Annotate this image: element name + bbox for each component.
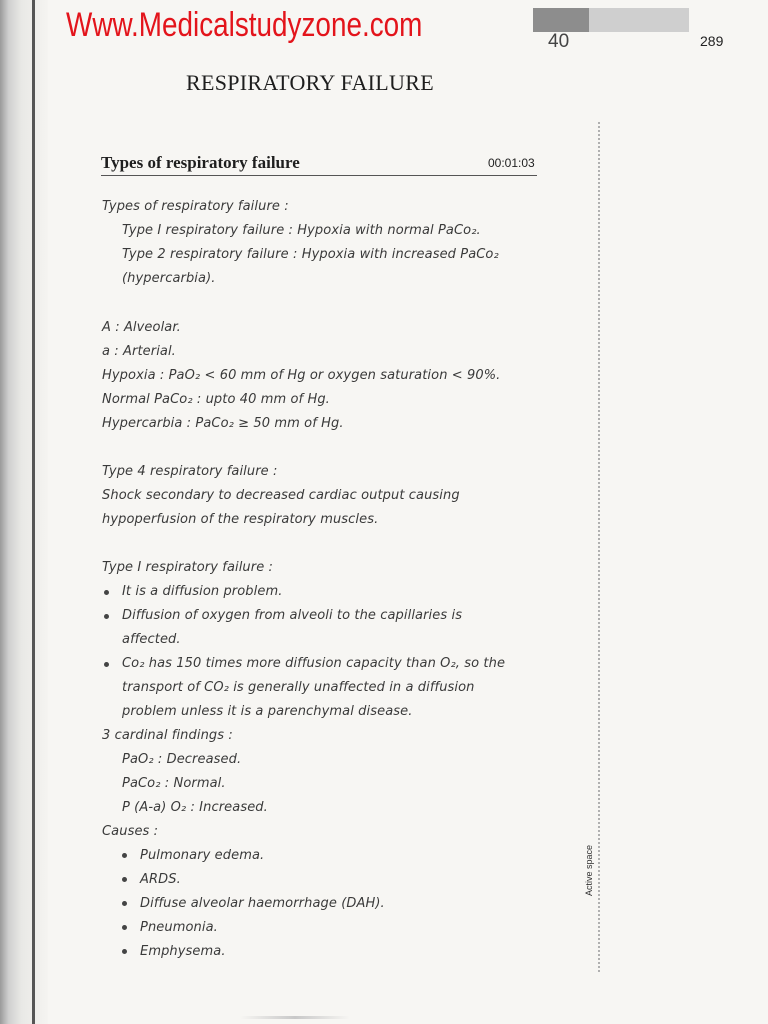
causes-heading: Causes : xyxy=(102,824,159,839)
bullet-icon xyxy=(122,949,127,954)
cardinal-finding-1: PaO₂ : Decreased. xyxy=(122,752,242,767)
cause-item: Diffuse alveolar haemorrhage (DAH). xyxy=(140,896,385,911)
cause-item: Pneumonia. xyxy=(140,920,218,935)
bullet-icon xyxy=(122,877,127,882)
section-timestamp: 00:01:03 xyxy=(488,156,535,170)
normal-paco2: Normal PaCo₂ : upto 40 mm of Hg. xyxy=(102,392,330,407)
cause-item: Pulmonary edema. xyxy=(140,848,265,863)
type1-bullet-1: It is a diffusion problem. xyxy=(122,584,283,599)
hypercarbia-definition: Hypercarbia : PaCo₂ ≥ 50 mm of Hg. xyxy=(102,416,344,431)
type1-heading: Type I respiratory failure : xyxy=(102,560,274,575)
type4-line-2: hypoperfusion of the respiratory muscles. xyxy=(102,512,379,527)
cardinal-finding-2: PaCo₂ : Normal. xyxy=(122,776,226,791)
watermark-text: Www.Medicalstudyzone.com xyxy=(66,6,423,44)
bullet-icon xyxy=(122,901,127,906)
chapter-tab-dark xyxy=(533,8,589,32)
bullet-icon xyxy=(122,853,127,858)
type2-continuation: (hypercarbia). xyxy=(122,271,216,286)
binding-edge xyxy=(32,0,35,1024)
type1-bullet-3-line-2: transport of CO₂ is generally unaffected in a diffusion xyxy=(122,680,475,695)
chapter-title: RESPIRATORY FAILURE xyxy=(186,70,434,95)
type4-heading: Type 4 respiratory failure : xyxy=(102,464,278,479)
type1-bullet-3-line-3: problem unless it is a parenchymal disease. xyxy=(122,704,413,719)
abbr-arterial: a : Arterial. xyxy=(102,344,176,359)
cause-item: Emphysema. xyxy=(140,944,226,959)
hypoxia-definition: Hypoxia : PaO₂ < 60 mm of Hg or oxygen saturation < 90%. xyxy=(102,368,501,383)
section-divider xyxy=(101,175,537,176)
type1-definition: Type I respiratory failure : Hypoxia with normal PaCo₂. xyxy=(122,223,481,238)
type1-bullet-3-line-1: Co₂ has 150 times more diffusion capacity than O₂, so the xyxy=(122,656,506,671)
abbr-alveolar: A : Alveolar. xyxy=(102,320,181,335)
bullet-icon xyxy=(104,614,109,619)
chapter-tab-light xyxy=(589,8,689,32)
cause-item: ARDS. xyxy=(140,872,181,887)
page-number: 289 xyxy=(700,33,724,49)
intro-heading: Types of respiratory failure : xyxy=(102,199,289,214)
type4-line-1: Shock secondary to decreased cardiac output causing xyxy=(102,488,460,503)
active-space-divider xyxy=(598,122,600,972)
section-title: Types of respiratory failure xyxy=(101,153,300,172)
cardinal-heading: 3 cardinal findings : xyxy=(102,728,233,743)
scan-smudge xyxy=(240,1016,350,1019)
page-binding-shadow xyxy=(0,0,48,1024)
type1-bullet-2-line-2: affected. xyxy=(122,632,181,647)
type1-bullet-2-line-1: Diffusion of oxygen from alveoli to the capillaries is xyxy=(122,608,463,623)
cardinal-finding-3: P (A-a) O₂ : Increased. xyxy=(122,800,268,815)
bullet-icon xyxy=(122,925,127,930)
bullet-icon xyxy=(104,590,109,595)
active-space-label: Active space xyxy=(584,844,594,896)
chapter-number: 40 xyxy=(548,31,570,52)
bullet-icon xyxy=(104,662,109,667)
type2-definition: Type 2 respiratory failure : Hypoxia with increased PaCo₂ xyxy=(122,247,499,262)
